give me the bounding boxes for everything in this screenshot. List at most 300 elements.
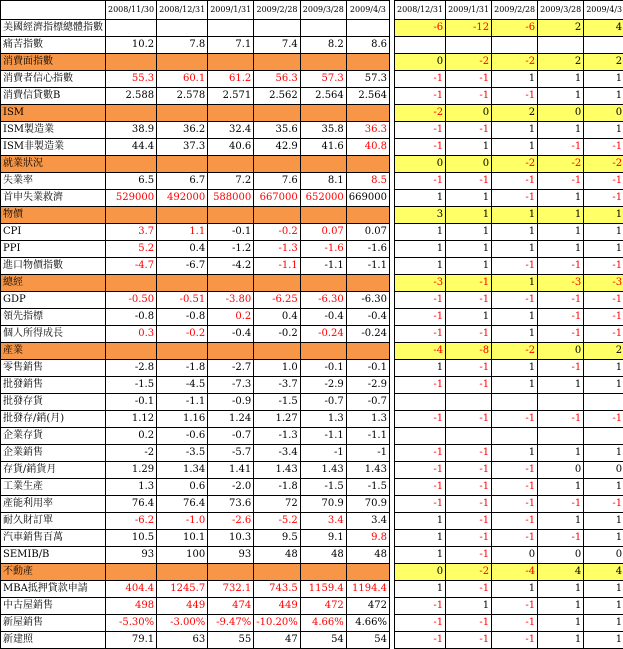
left-value-cell: 1.43: [300, 462, 346, 479]
score-cell: 1: [492, 326, 538, 343]
indicator-name: 失業率: [1, 173, 106, 190]
score-cell: [394, 37, 445, 54]
indicator-name: ISM: [1, 105, 106, 122]
score-cell: 0: [446, 105, 492, 122]
left-value-cell: 56.3: [254, 71, 301, 88]
indicator-row: [1, 530, 623, 547]
score-cell: -1: [538, 530, 584, 547]
left-value-cell: -0.8: [106, 309, 157, 326]
score-cell: 1: [538, 207, 584, 224]
left-value-cell: -0.1: [300, 360, 346, 377]
score-cell: -1: [446, 445, 492, 462]
indicator-name: 首申失業救濟: [1, 190, 106, 207]
indicator-name: ISM非製造業: [1, 139, 106, 156]
left-value-cell: 6.5: [106, 173, 157, 190]
left-value-cell: 7.1: [208, 37, 254, 54]
indicator-name: 痛苦指數: [1, 37, 106, 54]
score-cell: -3: [394, 275, 445, 292]
left-value-cell: [346, 156, 389, 173]
score-cell: -1: [492, 190, 538, 207]
score-cell: 1: [492, 122, 538, 139]
left-value-cell: -1.3: [254, 241, 301, 258]
left-value-cell: 1.27: [254, 411, 301, 428]
score-cell: -1: [584, 173, 623, 190]
score-cell: -1: [492, 292, 538, 309]
score-cell: -1: [394, 479, 445, 496]
left-value-cell: [157, 564, 208, 581]
score-cell: 1: [584, 360, 623, 377]
left-date-header: 2009/3/28: [300, 1, 346, 20]
left-value-cell: -6.30: [300, 292, 346, 309]
score-cell: -1: [584, 326, 623, 343]
score-cell: 1: [446, 139, 492, 156]
left-value-cell: 1.29: [106, 462, 157, 479]
score-cell: -1: [446, 462, 492, 479]
indicator-name: 總經: [1, 275, 106, 292]
indicator-name: 消費信貸數B: [1, 88, 106, 105]
left-value-cell: [106, 343, 157, 360]
score-cell: 0: [584, 105, 623, 122]
left-value-cell: 1.24: [208, 411, 254, 428]
left-value-cell: 3.4: [346, 513, 389, 530]
indicator-name: 新屋銷售: [1, 615, 106, 632]
score-cell: 0: [492, 547, 538, 564]
left-value-cell: -4.2: [208, 258, 254, 275]
score-cell: 1: [446, 224, 492, 241]
score-cell: -1: [394, 462, 445, 479]
left-value-cell: [106, 564, 157, 581]
score-cell: -1: [446, 513, 492, 530]
left-value-cell: 72: [254, 496, 301, 513]
score-cell: -1: [584, 258, 623, 275]
score-cell: 1: [394, 513, 445, 530]
score-cell: -1: [492, 411, 538, 428]
left-value-cell: -2: [106, 445, 157, 462]
indicator-name: 批發存貨: [1, 394, 106, 411]
left-value-cell: 1.43: [254, 462, 301, 479]
score-cell: -4: [492, 564, 538, 581]
left-date-header: 2008/12/31: [157, 1, 208, 20]
score-cell: -1: [446, 581, 492, 598]
left-value-cell: -9.47%: [208, 615, 254, 632]
score-cell: -1: [394, 411, 445, 428]
indicator-row: [1, 292, 623, 309]
left-date-header: 2009/1/31: [208, 1, 254, 20]
indicator-row: [1, 88, 623, 105]
left-value-cell: 2.588: [106, 88, 157, 105]
left-value-cell: [254, 20, 301, 37]
score-cell: 1: [492, 377, 538, 394]
right-date-header: 2009/1/31: [446, 1, 492, 20]
score-cell: [538, 37, 584, 54]
left-value-cell: [300, 564, 346, 581]
left-value-cell: [208, 105, 254, 122]
left-value-cell: -3.5: [157, 445, 208, 462]
score-cell: -1: [446, 496, 492, 513]
score-cell: 1: [394, 530, 445, 547]
score-cell: -1: [492, 462, 538, 479]
left-value-cell: 732.1: [208, 581, 254, 598]
left-value-cell: -6.2: [106, 513, 157, 530]
score-cell: -12: [446, 20, 492, 37]
left-value-cell: 61.2: [208, 71, 254, 88]
left-value-cell: [208, 156, 254, 173]
indicator-name: 產業: [1, 343, 106, 360]
score-cell: 1: [584, 88, 623, 105]
score-cell: -1: [446, 411, 492, 428]
left-value-cell: -0.24: [346, 326, 389, 343]
indicator-row: [1, 224, 623, 241]
left-value-cell: 41.6: [300, 139, 346, 156]
score-cell: -1: [492, 513, 538, 530]
score-cell: 1: [538, 598, 584, 615]
left-value-cell: [346, 105, 389, 122]
left-value-cell: [106, 156, 157, 173]
score-cell: -1: [446, 173, 492, 190]
left-value-cell: -0.7: [208, 428, 254, 445]
left-value-cell: -0.4: [346, 309, 389, 326]
score-cell: 1: [584, 122, 623, 139]
score-cell: 1: [492, 241, 538, 258]
score-cell: 1: [584, 207, 623, 224]
left-value-cell: 35.6: [254, 122, 301, 139]
right-date-header: 2009/2/28: [492, 1, 538, 20]
left-value-cell: 9.5: [254, 530, 301, 547]
score-cell: -1: [394, 615, 445, 632]
left-value-cell: [157, 20, 208, 37]
score-cell: 1: [584, 241, 623, 258]
score-cell: 1: [538, 71, 584, 88]
left-value-cell: 7.8: [157, 37, 208, 54]
left-value-cell: -1: [346, 445, 389, 462]
left-value-cell: 8.6: [346, 37, 389, 54]
score-cell: -1: [446, 88, 492, 105]
title-row: [1, 20, 623, 37]
left-value-cell: 100: [157, 547, 208, 564]
score-cell: -1: [394, 326, 445, 343]
score-cell: 0: [584, 462, 623, 479]
score-cell: 1: [394, 547, 445, 564]
left-value-cell: 474: [208, 598, 254, 615]
score-cell: 4: [584, 20, 623, 37]
score-cell: -1: [538, 411, 584, 428]
score-cell: -1: [492, 615, 538, 632]
left-value-cell: [254, 54, 301, 71]
left-value-cell: 57.3: [300, 71, 346, 88]
left-value-cell: -1.5: [346, 479, 389, 496]
left-value-cell: [254, 207, 301, 224]
left-value-cell: 1.1: [157, 224, 208, 241]
left-value-cell: [346, 54, 389, 71]
score-cell: -8: [446, 343, 492, 360]
score-cell: [394, 428, 445, 445]
score-cell: -4: [394, 343, 445, 360]
left-value-cell: [208, 20, 254, 37]
left-value-cell: 44.4: [106, 139, 157, 156]
score-cell: [446, 37, 492, 54]
score-cell: -1: [492, 530, 538, 547]
left-date-header: 2009/4/3: [346, 1, 389, 20]
left-value-cell: 32.4: [208, 122, 254, 139]
left-value-cell: [346, 20, 389, 37]
indicator-row: [1, 462, 623, 479]
score-cell: 1: [584, 377, 623, 394]
score-cell: 1: [538, 122, 584, 139]
left-value-cell: 70.9: [300, 496, 346, 513]
score-cell: -3: [584, 275, 623, 292]
left-value-cell: 54: [300, 632, 346, 649]
score-cell: 1: [492, 360, 538, 377]
indicator-name: 物價: [1, 207, 106, 224]
indicator-row: [1, 190, 623, 207]
score-cell: 1: [492, 581, 538, 598]
score-cell: 2: [584, 54, 623, 71]
left-value-cell: [208, 564, 254, 581]
left-value-cell: [106, 54, 157, 71]
score-cell: 4: [584, 564, 623, 581]
left-value-cell: 529000: [106, 190, 157, 207]
score-cell: 1: [492, 139, 538, 156]
score-cell: 0: [538, 105, 584, 122]
score-cell: -1: [538, 326, 584, 343]
indicator-name: CPI: [1, 224, 106, 241]
indicator-row: [1, 513, 623, 530]
left-value-cell: -1.1: [300, 258, 346, 275]
left-value-cell: 47: [254, 632, 301, 649]
left-value-cell: -1.1: [346, 428, 389, 445]
category-row: [1, 156, 623, 173]
score-cell: 1: [538, 88, 584, 105]
left-value-cell: 1.3: [106, 479, 157, 496]
left-value-cell: -0.2: [254, 224, 301, 241]
left-value-cell: 1.0: [254, 360, 301, 377]
indicator-name: 中古屋銷售: [1, 598, 106, 615]
right-date-header: 2009/4/3: [584, 1, 623, 20]
left-value-cell: -2.9: [300, 377, 346, 394]
score-cell: 1: [538, 445, 584, 462]
indicator-row: [1, 598, 623, 615]
indicator-name: 耐久財訂單: [1, 513, 106, 530]
score-cell: 1: [538, 479, 584, 496]
left-value-cell: -0.4: [300, 309, 346, 326]
left-value-cell: 3.4: [300, 513, 346, 530]
left-value-cell: 1.3: [300, 411, 346, 428]
score-cell: [394, 394, 445, 411]
left-value-cell: -6.7: [157, 258, 208, 275]
score-cell: 1: [584, 224, 623, 241]
score-cell: -1: [394, 88, 445, 105]
score-cell: -1: [394, 377, 445, 394]
left-value-cell: -6.30: [346, 292, 389, 309]
score-cell: 2: [584, 343, 623, 360]
score-cell: -1: [446, 530, 492, 547]
left-value-cell: 5.2: [106, 241, 157, 258]
score-cell: [446, 394, 492, 411]
indicator-name: 存貨/銷貨月: [1, 462, 106, 479]
left-value-cell: 472: [300, 598, 346, 615]
left-value-cell: 588000: [208, 190, 254, 207]
left-value-cell: [300, 105, 346, 122]
score-cell: 0: [538, 547, 584, 564]
score-cell: -1: [446, 377, 492, 394]
left-value-cell: 7.2: [208, 173, 254, 190]
left-value-cell: -1.1: [346, 258, 389, 275]
indicator-name: 進口物價指數: [1, 258, 106, 275]
score-cell: 1: [538, 513, 584, 530]
left-value-cell: 1.12: [106, 411, 157, 428]
left-value-cell: 10.3: [208, 530, 254, 547]
score-cell: 1: [492, 445, 538, 462]
score-cell: -1: [446, 479, 492, 496]
score-cell: 0: [394, 564, 445, 581]
left-value-cell: -5.30%: [106, 615, 157, 632]
score-cell: -1: [584, 411, 623, 428]
left-value-cell: [208, 343, 254, 360]
right-date-header: 2009/3/28: [538, 1, 584, 20]
indicator-row: [1, 258, 623, 275]
left-value-cell: 2.564: [346, 88, 389, 105]
indicator-name: GDP: [1, 292, 106, 309]
left-value-cell: [300, 54, 346, 71]
score-cell: 1: [584, 632, 623, 649]
left-value-cell: -0.50: [106, 292, 157, 309]
indicator-name: 美國經濟指標總體指數: [1, 20, 106, 37]
left-value-cell: 8.1: [300, 173, 346, 190]
score-cell: 0: [446, 156, 492, 173]
left-value-cell: 449: [157, 598, 208, 615]
left-value-cell: [106, 20, 157, 37]
indicator-row: [1, 428, 623, 445]
left-value-cell: 3.7: [106, 224, 157, 241]
indicator-name: 零售銷售: [1, 360, 106, 377]
score-cell: 1: [394, 241, 445, 258]
score-cell: 1: [492, 207, 538, 224]
left-value-cell: 0.4: [254, 309, 301, 326]
score-cell: 1: [538, 581, 584, 598]
left-value-cell: 2.578: [157, 88, 208, 105]
left-value-cell: 48: [254, 547, 301, 564]
score-cell: -1: [584, 190, 623, 207]
indicator-name: 消費者信心指數: [1, 71, 106, 88]
left-value-cell: [157, 105, 208, 122]
indicator-name: 汽車銷售百萬: [1, 530, 106, 547]
indicator-row: [1, 139, 623, 156]
left-value-cell: -3.7: [254, 377, 301, 394]
score-cell: 1: [538, 241, 584, 258]
score-cell: 1: [584, 479, 623, 496]
left-value-cell: -0.1: [346, 360, 389, 377]
left-value-cell: -0.1: [208, 224, 254, 241]
left-value-cell: 669000: [346, 190, 389, 207]
score-cell: -2: [446, 564, 492, 581]
left-value-cell: 667000: [254, 190, 301, 207]
left-value-cell: 8.5: [346, 173, 389, 190]
left-value-cell: -0.8: [157, 309, 208, 326]
left-value-cell: 55: [208, 632, 254, 649]
left-value-cell: [106, 275, 157, 292]
left-value-cell: [208, 54, 254, 71]
score-cell: 3: [394, 207, 445, 224]
indicator-name: 工業生產: [1, 479, 106, 496]
left-value-cell: -0.9: [208, 394, 254, 411]
left-value-cell: -0.2: [254, 326, 301, 343]
left-value-cell: 10.2: [106, 37, 157, 54]
score-cell: -1: [446, 547, 492, 564]
score-cell: -1: [492, 598, 538, 615]
indicator-row: [1, 445, 623, 462]
indicator-row: [1, 411, 623, 428]
left-value-cell: -7.3: [208, 377, 254, 394]
score-cell: -1: [446, 122, 492, 139]
score-cell: [538, 428, 584, 445]
left-value-cell: 37.3: [157, 139, 208, 156]
indicator-name: 企業銷售: [1, 445, 106, 462]
left-value-cell: -0.1: [106, 394, 157, 411]
left-value-cell: 7.4: [254, 37, 301, 54]
left-value-cell: 1245.7: [157, 581, 208, 598]
left-value-cell: [208, 275, 254, 292]
score-cell: -1: [538, 173, 584, 190]
score-cell: -1: [492, 88, 538, 105]
indicator-row: [1, 581, 623, 598]
score-cell: -2: [492, 54, 538, 71]
score-cell: [538, 394, 584, 411]
score-cell: 1: [584, 598, 623, 615]
left-date-header: 2009/2/28: [254, 1, 301, 20]
score-cell: 1: [492, 224, 538, 241]
score-cell: [446, 428, 492, 445]
score-cell: 1: [394, 360, 445, 377]
left-value-cell: -1.1: [300, 428, 346, 445]
score-cell: -1: [446, 360, 492, 377]
score-cell: 1: [538, 224, 584, 241]
indicator-row: [1, 547, 623, 564]
score-cell: -1: [394, 445, 445, 462]
score-cell: 1: [492, 71, 538, 88]
score-cell: -1: [394, 292, 445, 309]
left-value-cell: 7.6: [254, 173, 301, 190]
score-cell: -1: [446, 71, 492, 88]
indicator-name: 消費面指數: [1, 54, 106, 71]
left-value-cell: 42.9: [254, 139, 301, 156]
left-value-cell: -1.5: [106, 377, 157, 394]
indicator-row: [1, 241, 623, 258]
score-cell: -1: [394, 71, 445, 88]
indicator-row: [1, 394, 623, 411]
score-cell: 2: [538, 20, 584, 37]
score-cell: -2: [584, 156, 623, 173]
score-cell: 1: [446, 309, 492, 326]
left-value-cell: 60.1: [157, 71, 208, 88]
score-cell: -1: [394, 122, 445, 139]
left-value-cell: -3.80: [208, 292, 254, 309]
score-cell: 1: [446, 598, 492, 615]
score-cell: 0: [538, 462, 584, 479]
left-value-cell: 0.4: [157, 241, 208, 258]
score-cell: 1: [584, 530, 623, 547]
score-cell: 2: [492, 105, 538, 122]
left-value-cell: [300, 343, 346, 360]
score-cell: -1: [492, 632, 538, 649]
score-cell: 1: [394, 190, 445, 207]
left-value-cell: 93: [106, 547, 157, 564]
score-cell: -1: [538, 496, 584, 513]
left-value-cell: 1.34: [157, 462, 208, 479]
score-cell: -1: [394, 309, 445, 326]
left-value-cell: 498: [106, 598, 157, 615]
category-row: [1, 105, 623, 122]
left-value-cell: -1.6: [300, 241, 346, 258]
